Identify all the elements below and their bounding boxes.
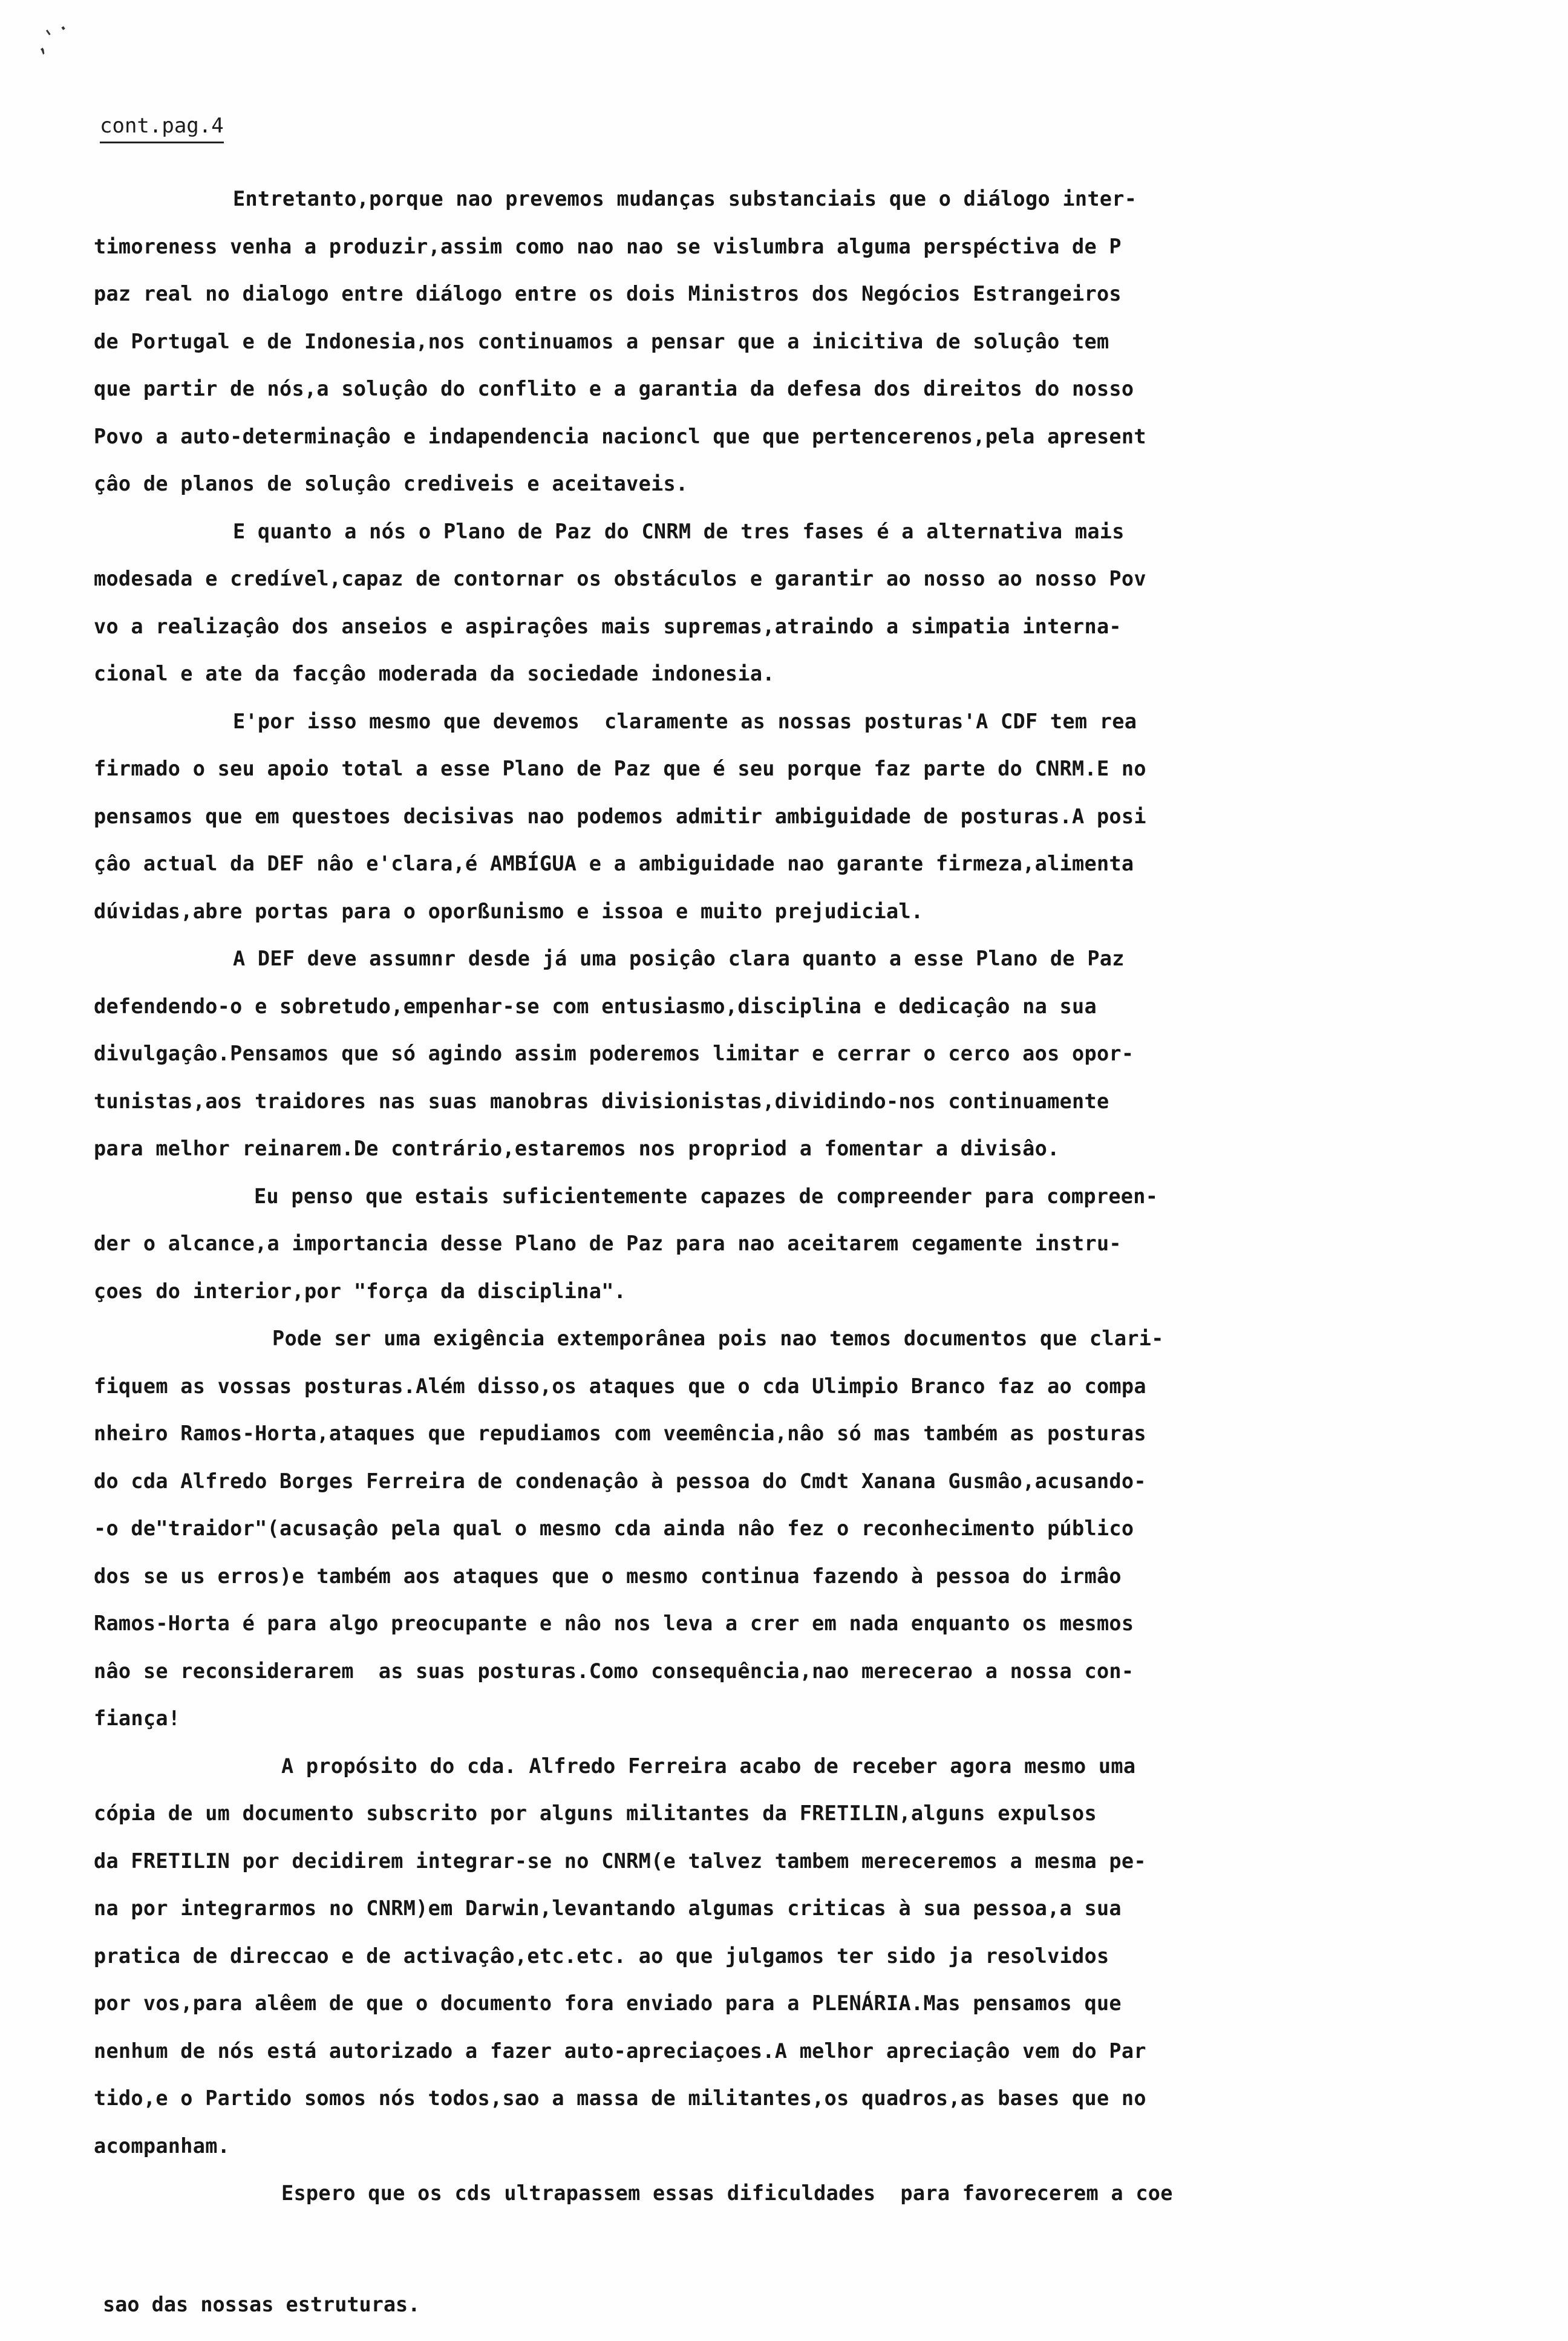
text-line: Espero que os cds ultrapassem essas dificuldades para favorecerem a coe — [281, 2181, 1173, 2205]
text-line: divulgaçâo.Pensamos que só agindo assim poderemos limitar e cerrar o cerco aos opor- — [94, 1042, 1134, 1065]
text-line: acompanham. — [94, 2134, 230, 2158]
text-line: para melhor reinarem.De contrário,estaremos nos propriod a fomentar a divisâo. — [94, 1137, 1060, 1160]
text-line: der o alcance,a importancia desse Plano de Paz para nao aceitarem cegamente instru- — [94, 1232, 1122, 1255]
text-line: pratica de direccao e de activaçâo,etc.etc. ao que julgamos ter sido ja resolvidos — [94, 1944, 1109, 1968]
text-line: tunistas,aos traidores nas suas manobras divisionistas,dividindo-nos continuamente — [94, 1089, 1109, 1113]
page-reference: cont.pag.4 — [100, 114, 224, 143]
text-line: Povo a auto-determinaçâo e indapendencia nacioncl que que pertencerenos,pela apresent — [94, 424, 1146, 448]
text-line: que partir de nós,a soluçâo do conflito e a garantia da defesa dos direitos do nosso — [94, 377, 1134, 400]
text-line: A propósito do cda. Alfredo Ferreira acabo de receber agora mesmo uma — [281, 1754, 1136, 1778]
paragraph — [94, 698, 1388, 936]
text-line: çoes do interior,por "força da disciplina". — [94, 1279, 627, 1303]
text-line: pensamos que em questoes decisivas nao podemos admitir ambiguidade de posturas.A posi — [94, 804, 1146, 828]
text-line: firmado o seu apoio total a esse Plano de Paz que é seu porque faz parte do CNRM.E no — [94, 757, 1146, 780]
text-line: -o de"traidor"(acusaçâo pela qual o mesmo cda ainda nâo fez o reconhecimento público — [94, 1517, 1134, 1540]
document-body — [94, 175, 1388, 2218]
paragraph — [94, 1173, 1388, 1316]
paragraph — [94, 508, 1388, 698]
text-line: cional e ate da facçâo moderada da sociedade indonesia. — [94, 662, 775, 685]
text-line: çâo actual da DEF nâo e'clara,é AMBÍGUA e a ambiguidade nao garante firmeza,alimenta — [94, 852, 1134, 875]
paragraph — [94, 1743, 1388, 2170]
text-line: dos se us erros)e também aos ataques que o mesmo continua fazendo à pessoa do irmâo — [94, 1564, 1122, 1588]
paragraph — [94, 175, 1388, 508]
text-line: nheiro Ramos-Horta,ataques que repudiamos com veemência,nâo só mas também as posturas — [94, 1422, 1146, 1445]
text-line: A DEF deve assumnr desde já uma posiçâo clara quanto a esse Plano de Paz — [233, 947, 1125, 970]
text-line: paz real no dialogo entre diálogo entre os dois Ministros dos Negócios Estrangeiros — [94, 282, 1122, 305]
text-line: Pode ser uma exigência extemporânea pois nao temos documentos que clari- — [272, 1327, 1164, 1350]
paragraph — [94, 2170, 1388, 2218]
text-line: timoreness venha a produzir,assim como nao nao se vislumbra alguma perspéctiva de P — [94, 234, 1122, 258]
text-line: defendendo-o e sobretudo,empenhar-se com entusiasmo,disciplina e dedicaçâo na sua — [94, 994, 1097, 1018]
text-line: por vos,para alêem de que o documento fora enviado para a PLENÁRIA.Mas pensamos que — [94, 1991, 1122, 2015]
closing-line: sao das nossas estruturas. — [103, 2293, 420, 2316]
text-line: tido,e o Partido somos nós todos,sao a massa de militantes,os quadros,as bases que no — [94, 2086, 1146, 2110]
text-line: E'por isso mesmo que devemos claramente as nossas posturas'A CDF tem rea — [233, 709, 1137, 733]
handwritten-corner-mark: ,'· — [27, 13, 78, 59]
text-line: Ramos-Horta é para algo preocupante e nâo nos leva a crer em nada enquanto os mesmos — [94, 1611, 1134, 1635]
text-line: çâo de planos de soluçâo crediveis e aceitaveis. — [94, 472, 688, 495]
text-line: vo a realizaçâo dos anseios e aspiraçôes mais supremas,atraindo a simpatia interna- — [94, 614, 1122, 638]
text-line: nâo se reconsiderarem as suas posturas.Como consequência,nao merecerao a nossa con- — [94, 1659, 1134, 1683]
text-line: fiança! — [94, 1706, 181, 1730]
text-line: modesada e credível,capaz de contornar os obstáculos e garantir ao nosso ao nosso Pov — [94, 567, 1146, 590]
text-line: fiquem as vossas posturas.Além disso,os ataques que o cda Ulimpio Branco faz ao compa — [94, 1374, 1146, 1398]
text-line: do cda Alfredo Borges Ferreira de condenaçâo à pessoa do Cmdt Xanana Gusmâo,acusando- — [94, 1469, 1146, 1493]
text-line: na por integrarmos no CNRM)em Darwin,levantando algumas criticas à sua pessoa,a sua — [94, 1896, 1122, 1920]
text-line: cópia de um documento subscrito por alguns militantes da FRETILIN,alguns expulsos — [94, 1801, 1097, 1825]
text-line: Eu penso que estais suficientemente capazes de compreender para compreen- — [254, 1184, 1158, 1208]
text-line: Entretanto,porque nao prevemos mudanças substanciais que o diálogo inter- — [233, 187, 1137, 211]
text-line: da FRETILIN por decidirem integrar-se no CNRM(e talvez tambem mereceremos a mesma pe- — [94, 1849, 1146, 1873]
text-line: de Portugal e de Indonesia,nos continuamos a pensar que a inicitiva de soluçâo tem — [94, 329, 1109, 353]
text-line: nenhum de nós está autorizado a fazer auto-apreciaçoes.A melhor apreciaçâo vem do Par — [94, 2039, 1146, 2063]
paragraph — [94, 935, 1388, 1173]
text-line: E quanto a nós o Plano de Paz do CNRM de tres fases é a alternativa mais — [233, 519, 1125, 543]
text-line: dúvidas,abre portas para o oporßunismo e issoa e muito prejudicial. — [94, 899, 924, 923]
paragraph — [94, 1315, 1388, 1743]
